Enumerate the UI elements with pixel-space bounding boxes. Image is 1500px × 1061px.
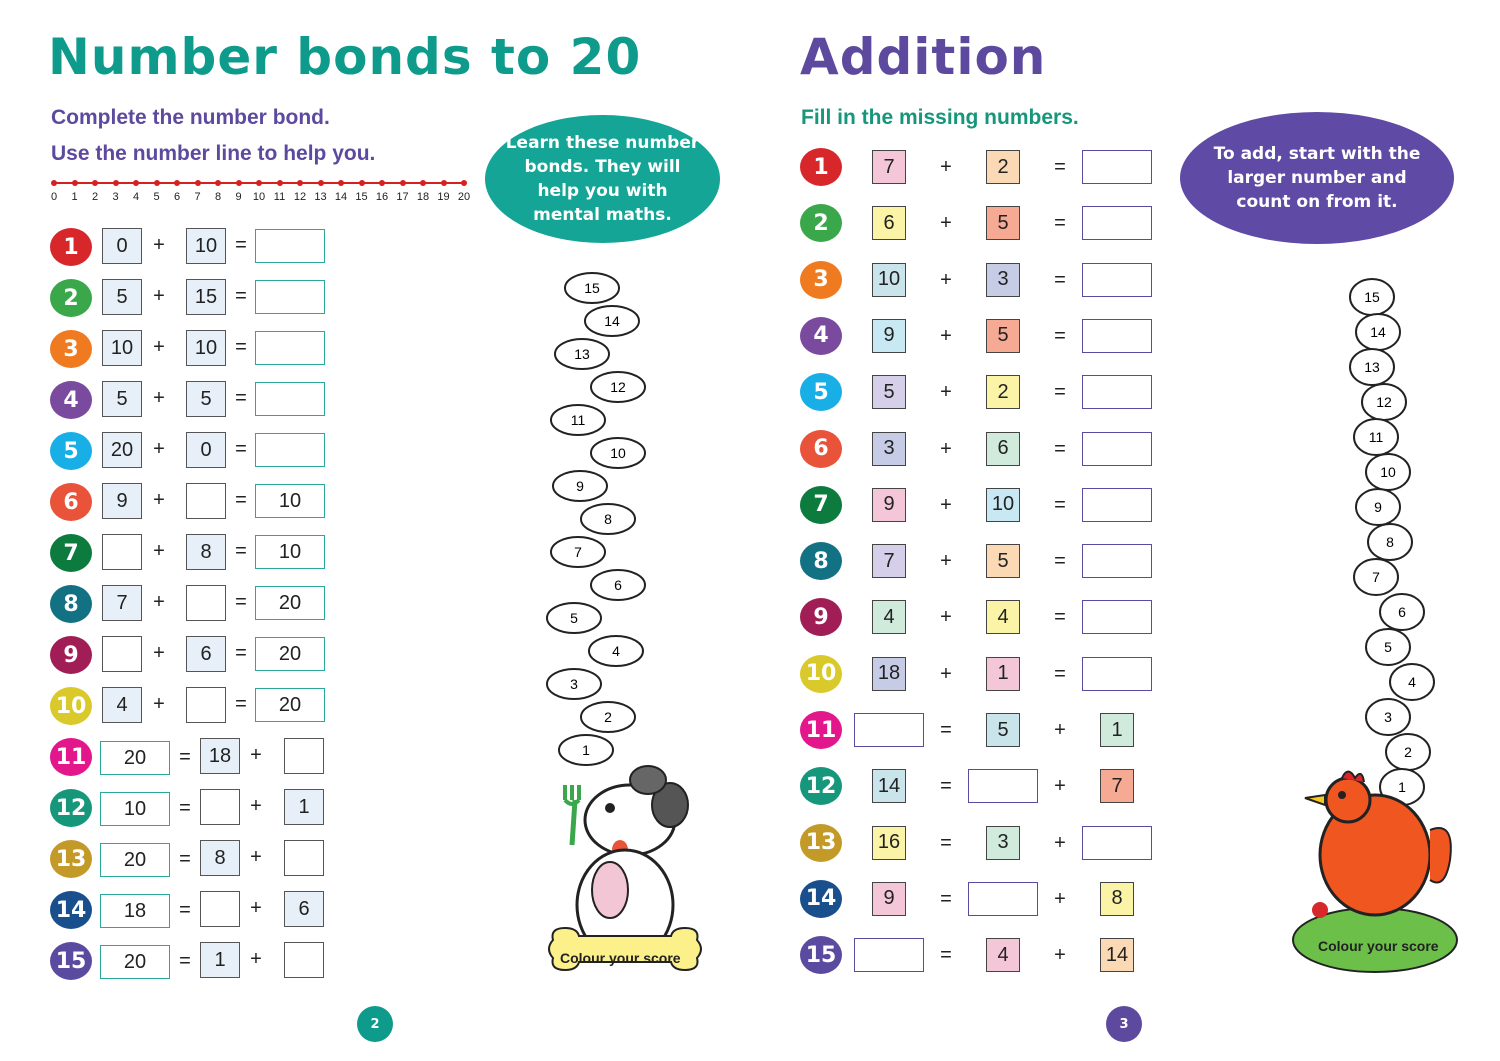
number-box: 14 — [872, 769, 906, 803]
plus-sign: + — [940, 268, 952, 291]
number-line-label: 2 — [91, 191, 99, 203]
equals-sign: = — [1054, 381, 1066, 404]
number-box: 4 — [986, 938, 1020, 972]
question-number-badge: 13 — [50, 840, 92, 878]
question-number-badge: 14 — [800, 880, 842, 918]
number-line-label: 12 — [293, 191, 307, 203]
number-box: 5 — [986, 319, 1020, 353]
question-number-badge: 15 — [50, 942, 92, 980]
total-box: 20 — [100, 741, 170, 775]
number-line-tick — [215, 180, 221, 186]
tip-bubble-left — [485, 115, 720, 243]
number-box: 4 — [986, 600, 1020, 634]
number-line-label: 4 — [132, 191, 140, 203]
tip-text-right: To add, start with the larger number and count on from it. — [1213, 144, 1421, 212]
number-box: 7 — [872, 150, 906, 184]
number-box: 6 — [986, 432, 1020, 466]
number-box: 3 — [872, 432, 906, 466]
answer-box: 10 — [255, 535, 325, 569]
egg-number: 2 — [1404, 744, 1412, 760]
addend-a-piece: 10 — [102, 330, 142, 366]
page-title-left: Number bonds to 20 — [48, 28, 642, 86]
addend-b-piece: 0 — [186, 432, 226, 468]
number-line-tick — [256, 180, 262, 186]
sausage-number: 4 — [612, 643, 620, 659]
sausage-number: 10 — [610, 445, 626, 461]
plus-sign: + — [940, 212, 952, 235]
plus-sign: + — [940, 493, 952, 516]
plus-sign: + — [153, 693, 165, 715]
number-box: 6 — [872, 206, 906, 240]
addend-b-piece: 1 — [284, 789, 324, 825]
sausage-number: 5 — [570, 610, 578, 626]
equals-sign: = — [1054, 268, 1066, 291]
question-number-badge: 12 — [50, 789, 92, 827]
question-number-badge: 6 — [800, 430, 842, 468]
number-line-tick — [461, 180, 467, 186]
answer-box[interactable] — [255, 280, 325, 314]
answer-box[interactable] — [1082, 432, 1152, 466]
sausage-number: 9 — [576, 478, 584, 494]
plus-sign: + — [1054, 887, 1066, 910]
addend-a-piece[interactable] — [200, 891, 240, 927]
tip-text-left: Learn these number bonds. They will help you with mental maths. — [505, 133, 700, 225]
plus-sign: + — [153, 387, 165, 409]
total-box: 20 — [100, 843, 170, 877]
number-line-label: 14 — [334, 191, 348, 203]
number-box: 2 — [986, 150, 1020, 184]
answer-box[interactable] — [255, 382, 325, 416]
number-box: 7 — [872, 544, 906, 578]
number-box: 1 — [1100, 713, 1134, 747]
number-line-tick — [338, 180, 344, 186]
equals-sign: = — [179, 797, 191, 819]
addend-a-piece: 0 — [102, 228, 142, 264]
number-line-label: 0 — [50, 191, 58, 203]
instruction-right: Fill in the missing numbers. — [801, 106, 1079, 129]
equals-sign: = — [179, 899, 191, 921]
answer-box[interactable] — [968, 769, 1038, 803]
question-number-badge: 8 — [50, 585, 92, 623]
answer-box[interactable] — [854, 938, 924, 972]
number-line-label: 1 — [71, 191, 78, 203]
number-box: 9 — [872, 488, 906, 522]
number-line-tick — [154, 180, 160, 186]
addend-b-piece[interactable] — [284, 942, 324, 978]
equals-sign: = — [235, 489, 247, 511]
plus-sign: + — [250, 744, 262, 766]
number-line-label: 9 — [235, 191, 242, 203]
equals-sign: = — [235, 540, 247, 562]
plus-sign: + — [153, 489, 165, 511]
question-number-badge: 10 — [50, 687, 92, 725]
plus-sign: + — [940, 662, 952, 685]
addend-a-piece: 5 — [102, 381, 142, 417]
total-box: 18 — [100, 894, 170, 928]
question-number-badge: 13 — [800, 824, 842, 862]
number-box: 4 — [872, 600, 906, 634]
addend-a-piece[interactable] — [102, 534, 142, 570]
plus-sign: + — [1054, 775, 1066, 798]
total-box: 10 — [100, 792, 170, 826]
question-number-badge: 1 — [800, 148, 842, 186]
equals-sign: = — [940, 831, 952, 854]
equals-sign: = — [235, 642, 247, 664]
number-line-tick — [318, 180, 324, 186]
addend-b-piece: 10 — [186, 330, 226, 366]
plus-sign: + — [940, 550, 952, 573]
addend-b-piece[interactable] — [284, 738, 324, 774]
addend-a-piece: 5 — [102, 279, 142, 315]
equals-sign: = — [1054, 437, 1066, 460]
question-number-badge: 3 — [50, 330, 92, 368]
number-box: 10 — [872, 263, 906, 297]
equals-sign: = — [940, 944, 952, 967]
equals-sign: = — [1054, 156, 1066, 178]
question-number-badge: 14 — [50, 891, 92, 929]
answer-box[interactable] — [1082, 263, 1152, 297]
question-number-badge: 10 — [800, 655, 842, 693]
number-box: 8 — [1100, 882, 1134, 916]
question-number-badge: 15 — [800, 936, 842, 974]
addend-a-piece: 8 — [200, 840, 240, 876]
equals-sign: = — [1054, 212, 1066, 235]
number-line-label: 5 — [153, 191, 160, 203]
egg-number: 14 — [1370, 324, 1386, 340]
number-line-tick — [51, 180, 57, 186]
plus-sign: + — [153, 642, 165, 664]
sausage-number: 2 — [604, 709, 612, 725]
plus-sign: + — [250, 795, 262, 817]
plus-sign: + — [250, 846, 262, 868]
number-box: 3 — [986, 826, 1020, 860]
number-line-tick — [297, 180, 303, 186]
number-line-tick — [420, 180, 426, 186]
question-number-badge: 7 — [50, 534, 92, 572]
plus-sign: + — [153, 234, 165, 256]
sausage-number: 1 — [582, 742, 590, 758]
question-number-badge: 9 — [50, 636, 92, 674]
plus-sign: + — [940, 606, 952, 629]
plus-sign: + — [153, 591, 165, 613]
number-box: 2 — [986, 375, 1020, 409]
egg-number: 3 — [1384, 709, 1392, 725]
sausage-number: 14 — [604, 313, 620, 329]
question-number-badge: 5 — [800, 373, 842, 411]
number-line-label: 17 — [396, 191, 409, 203]
addend-a-piece: 7 — [102, 585, 142, 621]
number-box: 3 — [986, 263, 1020, 297]
egg-number: 4 — [1408, 674, 1416, 690]
answer-box[interactable] — [1082, 319, 1152, 353]
answer-box[interactable] — [1082, 206, 1152, 240]
number-box: 5 — [986, 713, 1020, 747]
number-line-label: 10 — [252, 191, 266, 203]
number-box: 7 — [1100, 769, 1134, 803]
plus-sign: + — [940, 437, 952, 460]
equals-sign: = — [1054, 324, 1066, 347]
number-line-tick — [441, 180, 447, 186]
equals-sign: = — [1054, 662, 1066, 685]
answer-box[interactable] — [1082, 488, 1152, 522]
plus-sign: + — [153, 438, 165, 460]
egg-number: 9 — [1374, 499, 1382, 515]
answer-box: 10 — [255, 484, 325, 518]
addend-b-piece: 5 — [186, 381, 226, 417]
number-box: 18 — [872, 657, 906, 691]
question-number-badge: 3 — [800, 261, 842, 299]
addend-a-piece: 20 — [102, 432, 142, 468]
question-number-badge: 1 — [50, 228, 92, 266]
answer-box: 20 — [255, 637, 325, 671]
number-line-tick — [72, 180, 78, 186]
egg-number: 1 — [1398, 779, 1406, 795]
page-title-right: Addition — [800, 28, 1047, 86]
number-line-label: 19 — [437, 191, 450, 203]
sausage-number: 7 — [574, 544, 582, 560]
number-box: 5 — [872, 375, 906, 409]
equals-sign: = — [235, 591, 247, 613]
number-line-tick — [133, 180, 139, 186]
number-line-label: 8 — [214, 191, 222, 203]
number-line-label: 20 — [457, 191, 471, 203]
number-line-tick — [92, 180, 98, 186]
sausage-number: 8 — [604, 511, 612, 527]
number-line-label: 13 — [314, 191, 327, 203]
equals-sign: = — [1054, 493, 1066, 516]
sausage-number: 6 — [614, 577, 622, 593]
number-line-tick — [400, 180, 406, 186]
sausage-number: 15 — [584, 280, 600, 296]
addend-a-piece[interactable] — [102, 636, 142, 672]
plus-sign: + — [1054, 944, 1066, 967]
addend-a-piece: 4 — [102, 687, 142, 723]
page-number-left: 2 — [357, 1006, 393, 1042]
addend-b-piece: 6 — [284, 891, 324, 927]
addend-b-piece[interactable] — [186, 483, 226, 519]
answer-box[interactable] — [968, 882, 1038, 916]
sausage-number: 11 — [570, 412, 586, 428]
question-number-badge: 4 — [50, 381, 92, 419]
answer-box[interactable] — [854, 713, 924, 747]
page-number-right: 3 — [1106, 1006, 1142, 1042]
number-line-label: 7 — [194, 191, 201, 203]
number-box: 16 — [872, 826, 906, 860]
number-line-label: 3 — [112, 191, 119, 203]
number-line-label: 11 — [273, 191, 286, 203]
question-number-badge: 11 — [50, 738, 92, 776]
plus-sign: + — [1054, 719, 1066, 741]
question-number-badge: 8 — [800, 542, 842, 580]
addend-a-piece: 18 — [200, 738, 240, 774]
answer-box: 20 — [255, 688, 325, 722]
plus-sign: + — [940, 156, 952, 178]
equals-sign: = — [235, 234, 247, 256]
answer-box: 20 — [255, 586, 325, 620]
equals-sign: = — [235, 438, 247, 460]
egg-number: 10 — [1380, 464, 1396, 480]
question-number-badge: 6 — [50, 483, 92, 521]
number-line-label: 18 — [416, 191, 430, 203]
addend-a-piece[interactable] — [200, 789, 240, 825]
number-box: 10 — [986, 488, 1020, 522]
number-line-tick — [174, 180, 180, 186]
answer-box[interactable] — [1082, 657, 1152, 691]
plus-sign: + — [1054, 831, 1066, 854]
egg-number: 7 — [1372, 569, 1380, 585]
egg-number: 6 — [1398, 604, 1406, 620]
egg-number: 5 — [1384, 639, 1392, 655]
sausage-number: 13 — [574, 346, 590, 362]
question-number-badge: 7 — [800, 486, 842, 524]
number-line-label: 15 — [355, 191, 368, 203]
question-number-badge: 5 — [50, 432, 92, 470]
plus-sign: + — [940, 324, 952, 347]
answer-box[interactable] — [1082, 150, 1152, 184]
equals-sign: = — [179, 848, 191, 870]
instruction-2: Use the number line to help you. — [51, 142, 376, 165]
addend-a-piece: 1 — [200, 942, 240, 978]
tip-bubble-right — [1180, 112, 1454, 244]
addend-b-piece[interactable] — [284, 840, 324, 876]
question-number-badge: 2 — [800, 204, 842, 242]
question-number-badge: 4 — [800, 317, 842, 355]
equals-sign: = — [179, 950, 191, 972]
question-number-badge: 11 — [800, 711, 842, 749]
addend-a-piece: 9 — [102, 483, 142, 519]
equals-sign: = — [940, 887, 952, 910]
answer-box[interactable] — [1082, 544, 1152, 578]
equals-sign: = — [235, 336, 247, 358]
answer-box[interactable] — [255, 331, 325, 365]
egg-number: 12 — [1376, 394, 1392, 410]
number-box: 1 — [986, 657, 1020, 691]
sausage-ladder — [530, 260, 670, 820]
number-line-tick — [113, 180, 119, 186]
addend-b-piece: 10 — [186, 228, 226, 264]
egg-ladder — [1330, 275, 1450, 815]
answer-box[interactable] — [1082, 600, 1152, 634]
number-line-tick — [359, 180, 365, 186]
number-line-label: 16 — [375, 191, 389, 203]
answer-box[interactable] — [1082, 826, 1152, 860]
equals-sign: = — [1054, 550, 1066, 573]
addend-b-piece[interactable] — [186, 585, 226, 621]
score-label-left: Colour your score — [560, 950, 681, 966]
plus-sign: + — [940, 381, 952, 404]
plus-sign: + — [250, 897, 262, 919]
number-line-tick — [195, 180, 201, 186]
number-box: 9 — [872, 882, 906, 916]
question-number-badge: 12 — [800, 767, 842, 805]
plus-sign: + — [153, 285, 165, 307]
answer-box[interactable] — [255, 229, 325, 263]
equals-sign: = — [235, 387, 247, 409]
addend-b-piece: 8 — [186, 534, 226, 570]
score-label-right: Colour your score — [1318, 938, 1439, 954]
egg-number: 11 — [1368, 429, 1384, 445]
total-box: 20 — [100, 945, 170, 979]
sausage-number: 12 — [610, 379, 626, 395]
egg-number: 13 — [1364, 359, 1380, 375]
number-box: 9 — [872, 319, 906, 353]
plus-sign: + — [250, 948, 262, 970]
number-box: 5 — [986, 544, 1020, 578]
number-box: 14 — [1100, 938, 1134, 972]
number-line-tick — [236, 180, 242, 186]
number-box: 5 — [986, 206, 1020, 240]
number-line-tick — [277, 180, 283, 186]
question-number-badge: 9 — [800, 598, 842, 636]
equals-sign: = — [179, 746, 191, 768]
number-line-label: 6 — [173, 191, 181, 203]
answer-box[interactable] — [1082, 375, 1152, 409]
addend-b-piece: 6 — [186, 636, 226, 672]
question-number-badge: 2 — [50, 279, 92, 317]
number-line-tick — [379, 180, 385, 186]
sausage-number: 3 — [570, 676, 578, 692]
equals-sign: = — [235, 285, 247, 307]
instruction-1: Complete the number bond. — [51, 106, 330, 129]
egg-number: 8 — [1386, 534, 1394, 550]
equals-sign: = — [1054, 606, 1066, 629]
equals-sign: = — [940, 719, 952, 741]
plus-sign: + — [153, 540, 165, 562]
egg-number: 15 — [1364, 289, 1380, 305]
equals-sign: = — [235, 693, 247, 715]
answer-box[interactable] — [255, 433, 325, 467]
addend-b-piece: 15 — [186, 279, 226, 315]
equals-sign: = — [940, 775, 952, 798]
plus-sign: + — [153, 336, 165, 358]
score-bone — [545, 918, 705, 980]
addend-b-piece[interactable] — [186, 687, 226, 723]
